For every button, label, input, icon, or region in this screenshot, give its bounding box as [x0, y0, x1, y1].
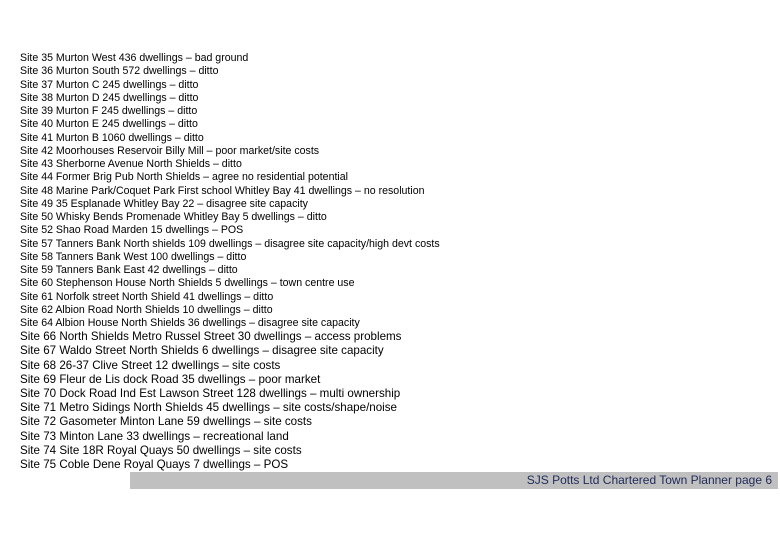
site-entry-38: Site 38 Murton D 245 dwellings – ditto: [20, 91, 199, 104]
site-entry-68: Site 68 26-37 Clive Street 12 dwellings – site costs: [20, 358, 281, 372]
site-entry-62: Site 62 Albion Road North Shields 10 dwellings – ditto: [20, 303, 273, 316]
site-entry-42: Site 42 Moorhouses Reservoir Billy Mill – poor market/site costs: [20, 144, 320, 157]
site-entry-57: Site 57 Tanners Bank North shields 109 dwellings – disagree site capacity/high devt costs: [20, 237, 440, 250]
footer-bar: [130, 472, 778, 489]
site-entry-61: Site 61 Norfolk street North Shield 41 dwellings – ditto: [20, 290, 274, 303]
site-entry-71: Site 71 Metro Sidings North Shields 45 dwellings – site costs/shape/noise: [20, 401, 398, 415]
site-entry-41: Site 41 Murton B 1060 dwellings – ditto: [20, 131, 204, 144]
site-entry-50: Site 50 Whisky Bends Promenade Whitley Bay 5 dwellings – ditto: [20, 211, 327, 223]
site-entry-73: Site 73 Minton Lane 33 dwellings – recreational land: [20, 429, 289, 443]
site-entry-64: Site 64 Albion House North Shields 36 dwellings – disagree site capacity: [20, 317, 360, 329]
site-entry-70: Site 70 Dock Road Ind Est Lawson Street 128 dwellings – multi ownership: [20, 387, 401, 400]
site-entry-40: Site 40 Murton E 245 dwellings – ditto: [20, 118, 198, 131]
site-entry-49: Site 49 35 Esplanade Whitley Bay 22 – disagree site capacity: [20, 197, 308, 210]
site-entry-72: Site 72 Gasometer Minton Lane 59 dwellings – site costs: [20, 415, 312, 429]
site-entry-74: Site 74 Site 18R Royal Quays 50 dwellings – site costs: [20, 443, 302, 457]
site-entry-67: Site 67 Waldo Street North Shields 6 dwellings – disagree site capacity: [20, 344, 384, 358]
site-entry-58: Site 58 Tanners Bank West 100 dwellings – ditto: [20, 250, 247, 263]
site-entry-35: Site 35 Murton West 436 dwellings – bad ground: [20, 52, 249, 64]
site-list: [20, 52, 440, 472]
site-entry-52: Site 52 Shao Road Marden 15 dwellings – POS: [20, 224, 244, 237]
footer-text: SJS Potts Ltd Chartered Town Planner page 6: [526, 473, 772, 487]
site-entry-66: Site 66 North Shields Metro Russel Street 30 dwellings – access problems: [20, 330, 402, 344]
site-entry-44: Site 44 Former Brig Pub North Shields – agree no residential potential: [20, 171, 348, 184]
site-entry-59: Site 59 Tanners Bank East 42 dwellings – ditto: [20, 264, 238, 276]
site-entry-69: Site 69 Fleur de Lis dock Road 35 dwellings – poor market: [20, 372, 321, 386]
site-entry-60: Site 60 Stephenson House North Shields 5 dwellings – town centre use: [20, 277, 355, 290]
site-entry-75: Site 75 Coble Dene Royal Quays 7 dwellings – POS: [20, 457, 289, 471]
site-entry-39: Site 39 Murton F 245 dwellings – ditto: [20, 105, 198, 117]
site-entry-48: Site 48 Marine Park/Coquet Park First school Whitley Bay 41 dwellings – no resolution: [20, 184, 425, 197]
site-entry-36: Site 36 Murton South 572 dwellings – ditto: [20, 65, 219, 78]
site-entry-37: Site 37 Murton C 245 dwellings – ditto: [20, 78, 199, 91]
site-entry-43: Site 43 Sherborne Avenue North Shields – ditto: [20, 158, 242, 170]
